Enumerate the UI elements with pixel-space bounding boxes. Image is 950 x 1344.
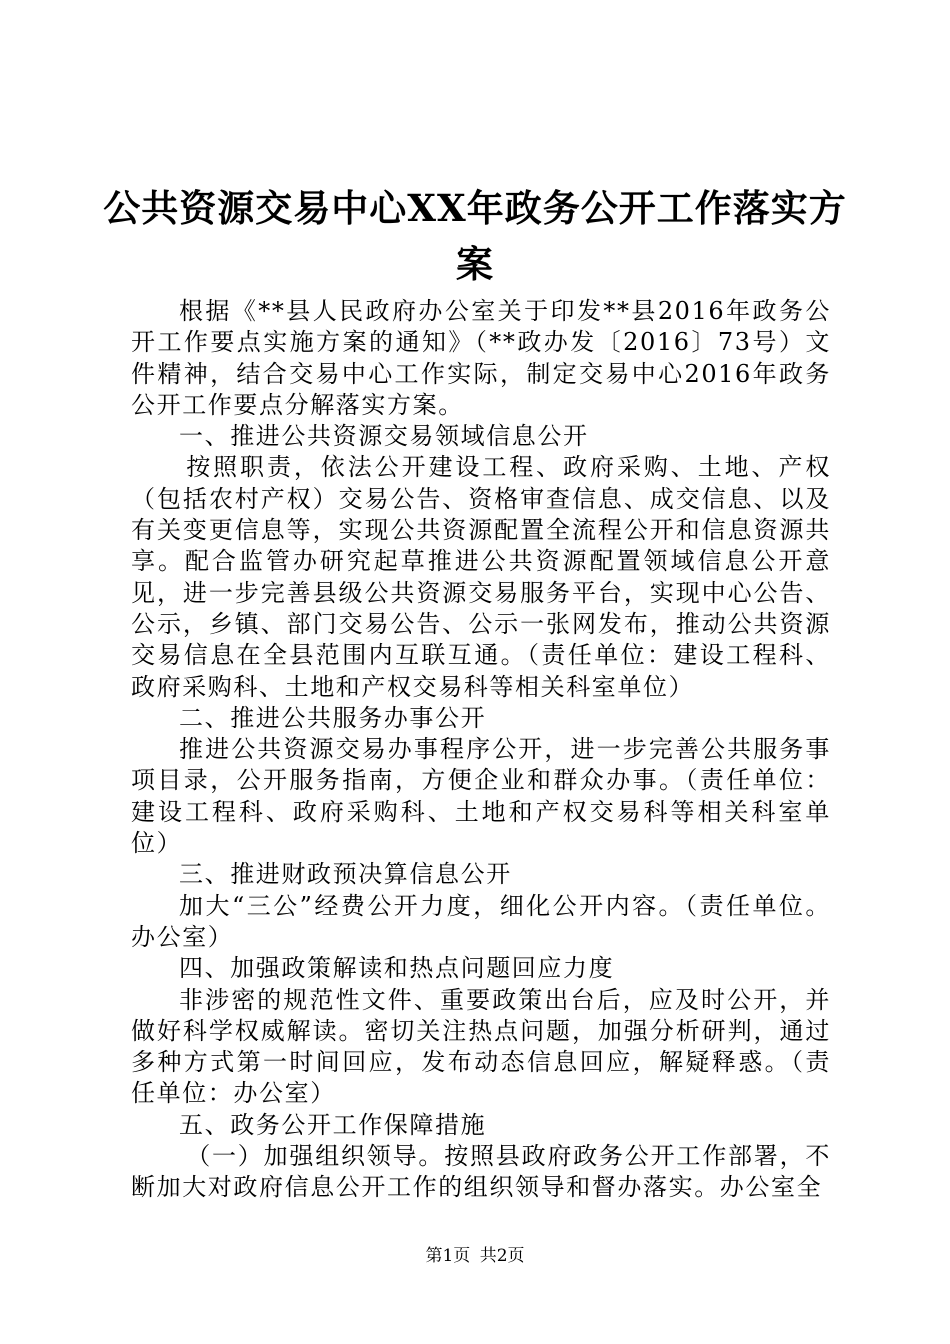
section-paragraph-1: 按照职责，依法公开建设工程、政府采购、土地、产权（包括农村产权）交易公告、资格审查信息、成交信息、以及有关变更信息等，实现公共资源配置全流程公开和信息资源共享。配合监管办研究起草推进公共资源配置领域信息公开意见，进一步完善县级公共资源交易服务平台，实现中心公告、公示，乡镇、部门交易公告、公示一张网发布，推动公共资源交易信息在全县范围内互联互通。（责任单位：建设工程科、政府采购科、土地和产权交易科等相关科室单位） xyxy=(131,453,831,701)
document-title: 公共资源交易中心XX年政务公开工作落实方案 xyxy=(103,186,847,286)
section-paragraph-2: 推进公共资源交易办事程序公开，进一步完善公共服务事项目录，公开服务指南，方便企业和群众办事。（责任单位：建设工程科、政府采购科、土地和产权交易科等相关科室单位） xyxy=(131,735,831,858)
page-footer xyxy=(0,1244,950,1268)
intro-paragraph: 根据《**县人民政府办公室关于印发**县2016年政务公开工作要点实施方案的通知》（**政办发〔2016〕73号）文件精神，结合交易中心工作实际，制定交易中心2016年政务公开工作要点分解落实方案。 xyxy=(131,297,831,419)
section-heading-3: 三、推进财政预决算信息公开 xyxy=(179,860,512,889)
section-heading-1: 一、推进公共资源交易领域信息公开 xyxy=(179,422,589,451)
section-heading-4: 四、加强政策解读和热点问题回应力度 xyxy=(179,954,615,983)
page-number: 第1页 xyxy=(425,1246,471,1266)
section-heading-5: 五、政务公开工作保障措施 xyxy=(179,1110,487,1139)
section-paragraph-3: 加大“三公”经费公开力度，细化公开内容。（责任单位。办公室） xyxy=(131,891,831,951)
page-total: 共2页 xyxy=(479,1246,525,1266)
document-body xyxy=(131,296,831,1204)
section-paragraph-4: 非涉密的规范性文件、重要政策出台后，应及时公开，并做好科学权威解读。密切关注热点问题，加强分析研判，通过多种方式第一时间回应，发布动态信息回应，解疑释惑。（责任单位：办公室） xyxy=(131,985,831,1108)
section-heading-2: 二、推进公共服务办事公开 xyxy=(179,703,487,732)
section-paragraph-5: （一）加强组织领导。按照县政府政务公开工作部署，不断加大对政府信息公开工作的组织领导和督办落实。办公室全 xyxy=(131,1142,831,1202)
